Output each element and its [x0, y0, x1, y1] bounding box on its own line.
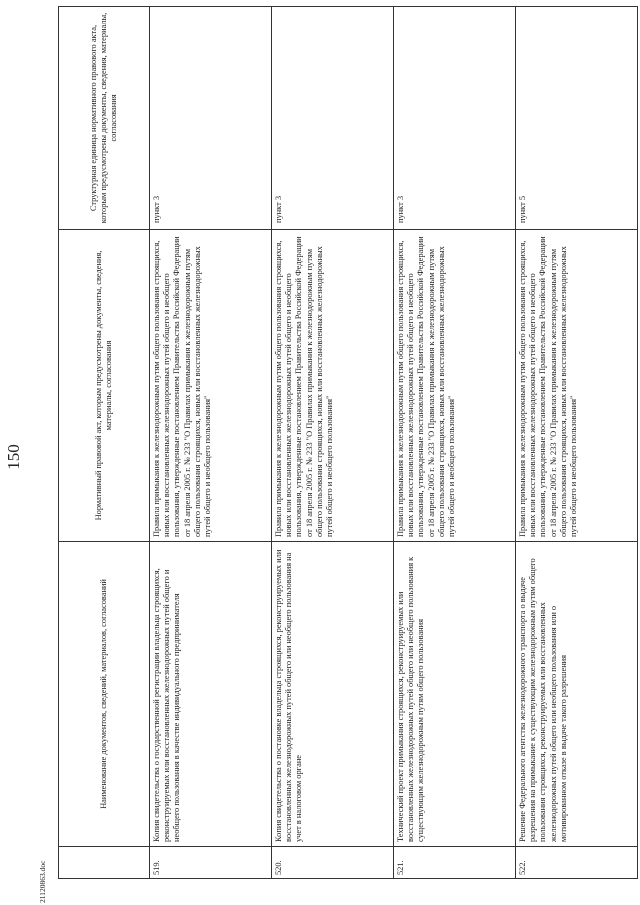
row-name: Копия свидетельства о государственной регистрации владельца строящихся, реконструируемых или восстановленных железнодорожных путей общего и необщего пользования в качестве индивидуального предпринимателя [150, 542, 272, 847]
header-act: Нормативный правовой акт, которым предусмотрены документы, сведения, материалы, согласования [59, 230, 150, 542]
table-row [516, 7, 638, 879]
header-unit: Структурная единица нормативного правового акта, которым предусмотрены документы, сведения, материалы, согласования [59, 7, 150, 230]
row-act: Правила примыкания к железнодорожным путям общего пользования строящихся, новых или восстановленных железнодорожных путей общего и необщего пользования, утвержденные постановлением Правительства Российской Федерации от 18 апреля 2005 г. № 233 "О Правилах примыкания к железнодорожным путям общего пользования строящихся, новых или восстановленных железнодорожных путей общего и необщего пользования" [272, 230, 394, 542]
row-name: Копия свидетельства о постановке владельца строящихся, реконструируемых или восстановленных железнодорожных путей общего или необщего пользования на учет в налоговом органе [272, 542, 394, 847]
row-unit: пункт 3 [272, 7, 394, 230]
table-row [150, 7, 272, 879]
row-unit: пункт 3 [394, 7, 516, 230]
document-id: 21120863.doc [38, 860, 47, 903]
table-row [272, 7, 394, 879]
row-unit: пункт 5 [516, 7, 638, 230]
page-number: 150 [4, 444, 23, 470]
row-act: Правила примыкания к железнодорожным путям общего пользования строящихся, новых или восстановленных железнодорожных путей общего и необщего пользования, утвержденные постановлением Правительства Российской Федерации от 18 апреля 2005 г. № 233 "О Правилах примыкания к железнодорожным путям общего пользования строящихся, новых или восстановленных железнодорожных путей общего и необщего пользования" [516, 230, 638, 542]
row-number: 519. [150, 847, 272, 879]
table-row [394, 7, 516, 879]
row-number: 520. [272, 847, 394, 879]
row-number: 522. [516, 847, 638, 879]
row-unit: пункт 3 [150, 7, 272, 230]
row-name: Решение Федерального агентства железнодорожного транспорта о выдаче разрешения на примыкание к существующим железнодорожным путям общего пользования строящихся, реконструируемых или восстановленных железнодорожных путей общего или необщего пользования или о мотивированном отказе в выдаче такого разрешения [516, 542, 638, 847]
requirements-table [58, 6, 638, 879]
row-name: Технический проект примыкания строящихся, реконструируемых или восстановленных железнодорожных путей общего или необщего пользования к существующим железнодорожным путям общего пользования [394, 542, 516, 847]
row-act: Правила примыкания к железнодорожным путям общего пользования строящихся, новых или восстановленных железнодорожных путей общего и необщего пользования, утвержденные постановлением Правительства Российской Федерации от 18 апреля 2005 г. № 233 "О Правилах примыкания к железнодорожным путям общего пользования строящихся, новых или восстановленных железнодорожных путей общего и необщего пользования" [394, 230, 516, 542]
header-number-cell [59, 847, 150, 879]
row-number: 521. [394, 847, 516, 879]
table-header-row [59, 7, 150, 879]
header-name: Наименование документов, сведений, материалов, согласований [59, 542, 150, 847]
row-act: Правила примыкания к железнодорожным путям общего пользования строящихся, новых или восстановленных железнодорожных путей общего и необщего пользования, утвержденные постановлением Правительства Российской Федерации от 18 апреля 2005 г. № 233 "О Правилах примыкания к железнодорожным путям общего пользования строящихся, новых или восстановленных железнодорожных путей общего и необщего пользования" [150, 230, 272, 542]
